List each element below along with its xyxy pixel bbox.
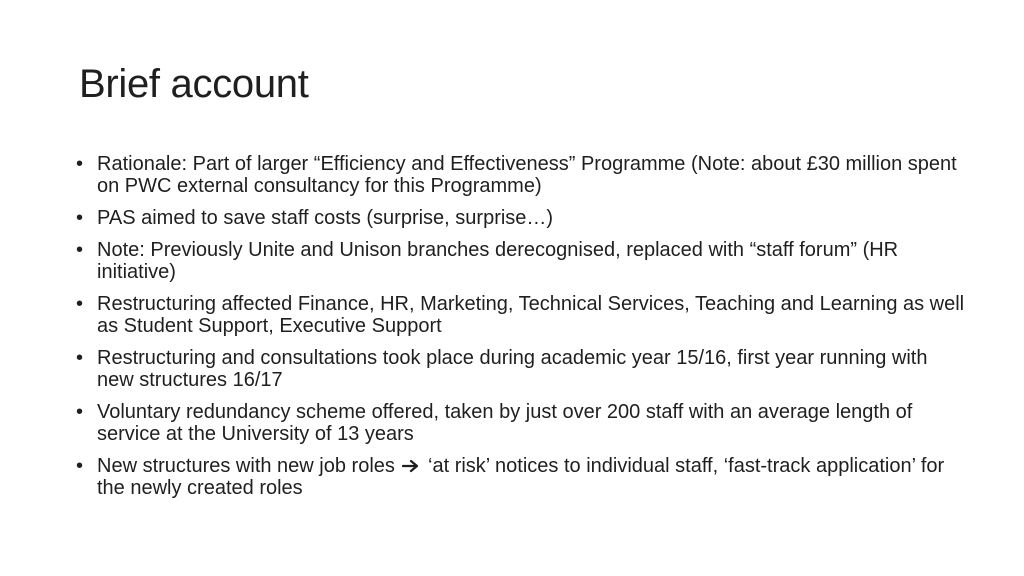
arrow-right-icon	[402, 459, 420, 473]
bullet-item-note	[76, 239, 966, 283]
bullet-dot-icon: •	[76, 401, 84, 423]
bullet-text-after-arrow: ‘at risk’ notices to individual staff, ‘fast-track application’ for the newly created roles	[97, 455, 945, 499]
bullet-text: Rationale: Part of larger “Efficiency and Effectiveness” Programme (Note: about £30 million spent on PWC external consultancy for this Programme)	[97, 153, 957, 197]
bullet-dot-icon: •	[76, 153, 84, 175]
bullet-item-restructuring-affected	[76, 293, 966, 337]
bullet-text: Voluntary redundancy scheme offered, taken by just over 200 staff with an average length of service at the University of 13 years	[97, 401, 913, 445]
bullet-list	[76, 153, 966, 509]
bullet-text: Restructuring affected Finance, HR, Marketing, Technical Services, Teaching and Learning as well as Student Support, Executive Support	[97, 293, 965, 337]
bullet-text: Note: Previously Unite and Unison branches derecognised, replaced with “staff forum” (HR initiative)	[97, 239, 899, 283]
bullet-text: PAS aimed to save staff costs (surprise, surprise…)	[97, 207, 554, 229]
bullet-item-pas	[76, 207, 966, 229]
bullet-item-voluntary-redundancy	[76, 401, 966, 445]
bullet-item-rationale	[76, 153, 966, 197]
bullet-dot-icon: •	[76, 293, 84, 315]
bullet-dot-icon: •	[76, 207, 84, 229]
bullet-text-before-arrow: New structures with new job roles	[97, 455, 395, 477]
bullet-dot-icon: •	[76, 455, 84, 477]
bullet-item-restructuring-consultations	[76, 347, 966, 391]
bullet-dot-icon: •	[76, 239, 84, 261]
bullet-dot-icon: •	[76, 347, 84, 369]
bullet-text: Restructuring and consultations took place during academic year 15/16, first year running with new structures 16/17	[97, 347, 928, 391]
slide-title: Brief account	[79, 62, 309, 106]
bullet-item-new-structures	[76, 455, 966, 499]
